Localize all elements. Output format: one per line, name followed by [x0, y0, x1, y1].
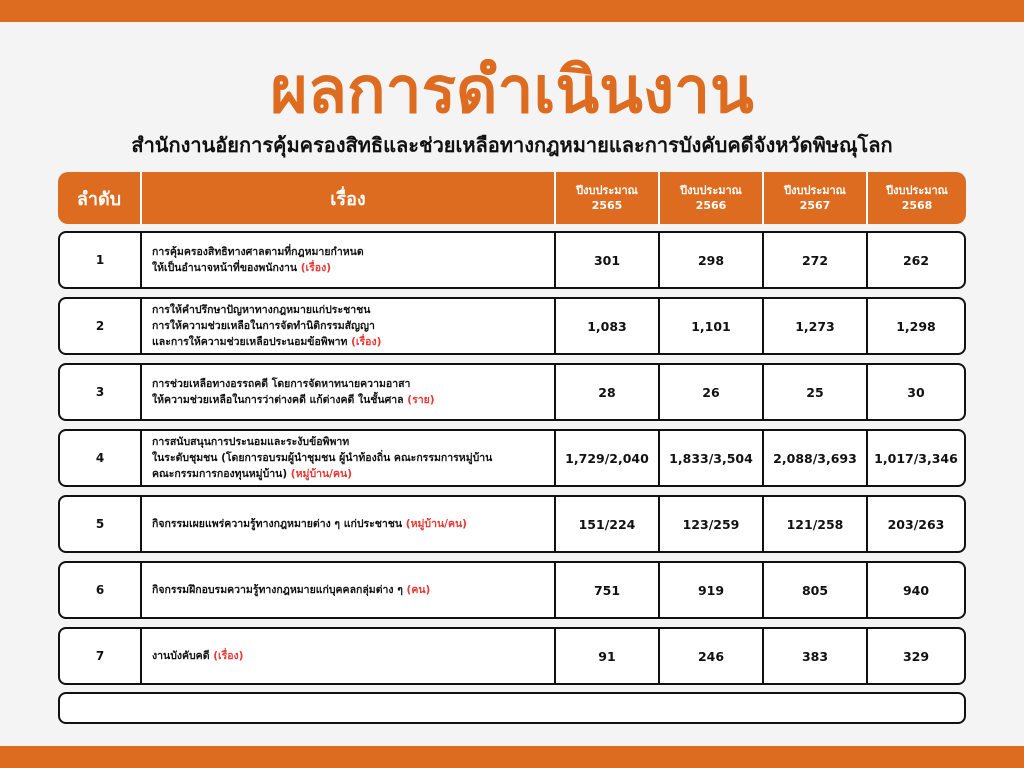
row-value-year-2567: 383	[762, 629, 866, 683]
page-subtitle: สำนักงานอัยการคุ้มครองสิทธิและช่วยเหลือทางกฎหมายและการบังคับคดีจังหวัดพิษณุโลก	[131, 133, 893, 157]
row-order-number: 7	[95, 649, 105, 663]
row-value-year-2568: 329	[866, 629, 964, 683]
topic-line	[152, 434, 349, 450]
row-value-year-2565: 91	[554, 629, 658, 683]
topic-line	[152, 334, 381, 350]
row-value-year-2565: 751	[554, 563, 658, 617]
row-value-year-2565: 1,083	[554, 299, 658, 353]
topic-text: ให้ความช่วยเหลือในการว่าต่างคดี แก้ต่างคดี ในชั้นศาล	[152, 394, 408, 406]
table-row	[58, 231, 966, 289]
header-topic: เรื่อง	[140, 172, 554, 224]
row-value-year-2565: 301	[554, 233, 658, 287]
table-row	[58, 429, 966, 487]
topic-line	[152, 302, 370, 318]
row-order-number: 3	[95, 385, 105, 399]
topic-text: การคุ้มครองสิทธิทางศาลตามที่กฎหมายกำหนด	[152, 246, 364, 258]
row-topic	[140, 431, 554, 485]
row-order-number: 4	[95, 451, 105, 465]
topic-text: ในระดับชุมชน (โดยการอบรมผู้นำชุมชน ผู้นำท้องถิ่น คณะกรรมการหมู่บ้าน	[152, 452, 493, 464]
header-year-2568: ปีงบประมาณ 2568	[866, 172, 966, 224]
row-order-number: 2	[95, 319, 105, 333]
page-title: ผลการดำเนินงาน	[270, 54, 754, 128]
row-value-year-2567: 1,273	[762, 299, 866, 353]
row-value-year-2568: 203/263	[866, 497, 964, 551]
row-value-year-2567: 121/258	[762, 497, 866, 551]
topic-unit: (ราย)	[407, 394, 435, 406]
topic-text: กิจกรรมเผยแพร่ความรู้ทางกฎหมายต่าง ๆ แก่ประชาชน	[152, 518, 406, 530]
header-year-2566: ปีงบประมาณ 2566	[658, 172, 762, 224]
row-value-year-2566: 123/259	[658, 497, 762, 551]
row-value-year-2566: 298	[658, 233, 762, 287]
table-row	[58, 297, 966, 355]
header-year-2567: ปีงบประมาณ 2567	[762, 172, 866, 224]
topic-text: กิจกรรมฝึกอบรมความรู้ทางกฎหมายแก่บุคคลกลุ่มต่าง ๆ	[152, 584, 407, 596]
topic-text: คณะกรรมการกองทุนหมู่บ้าน)	[152, 468, 291, 480]
row-value-year-2568: 1,298	[866, 299, 964, 353]
row-topic	[140, 365, 554, 419]
table-row	[58, 627, 966, 685]
topic-unit: (หมู่บ้าน/คน)	[290, 468, 353, 480]
topic-text: การให้ความช่วยเหลือในการจัดทำนิติกรรมสัญญา	[152, 320, 375, 332]
topic-text: งานบังคับคดี	[152, 650, 214, 662]
topic-line	[152, 260, 331, 276]
topic-line	[152, 318, 375, 334]
topic-unit: (เรื่อง)	[300, 262, 332, 274]
topic-unit: (หมู่บ้าน/คน)	[405, 518, 467, 530]
row-value-year-2565: 1,729/2,040	[554, 431, 658, 485]
bottom-accent-bar	[0, 746, 1024, 768]
topic-line	[152, 376, 410, 392]
empty-table-row	[58, 692, 966, 724]
topic-line	[152, 648, 243, 664]
row-topic	[140, 299, 554, 353]
header-year-2565: ปีงบประมาณ 2565	[554, 172, 658, 224]
topic-line	[152, 516, 467, 532]
topic-unit: (คน)	[406, 584, 431, 596]
topic-line	[152, 450, 492, 466]
row-order-number: 5	[95, 517, 105, 531]
row-order-number: 1	[95, 253, 105, 267]
row-value-year-2565: 151/224	[554, 497, 658, 551]
row-value-year-2565: 28	[554, 365, 658, 419]
row-value-year-2568: 940	[866, 563, 964, 617]
table-header	[58, 172, 966, 224]
row-value-year-2567: 25	[762, 365, 866, 419]
row-value-year-2567: 272	[762, 233, 866, 287]
row-value-year-2566: 919	[658, 563, 762, 617]
row-topic	[140, 563, 554, 617]
topic-text: การให้คำปรึกษาปัญหาทางกฎหมายแก่ประชาชน	[152, 304, 371, 316]
row-value-year-2567: 2,088/3,693	[762, 431, 866, 485]
row-topic	[140, 497, 554, 551]
topic-text: การช่วยเหลือทางอรรถคดี โดยการจัดหาทนายความอาสา	[152, 378, 411, 390]
row-order-number: 6	[95, 583, 105, 597]
row-value-year-2568: 1,017/3,346	[866, 431, 964, 485]
topic-text: ให้เป็นอำนาจหน้าที่ของพนักงาน	[152, 262, 301, 274]
row-value-year-2568: 30	[866, 365, 964, 419]
row-value-year-2566: 246	[658, 629, 762, 683]
row-value-year-2566: 26	[658, 365, 762, 419]
header-order: ลำดับ	[76, 188, 122, 210]
topic-text: การสนับสนุนการประนอมและระงับข้อพิพาท	[152, 436, 350, 448]
row-topic	[140, 629, 554, 683]
topic-line	[152, 244, 364, 260]
table-row	[58, 363, 966, 421]
topic-line	[152, 392, 435, 408]
topic-unit: (เรื่อง)	[351, 336, 382, 348]
topic-unit: (เรื่อง)	[213, 650, 244, 662]
topic-line	[152, 582, 430, 598]
row-value-year-2566: 1,833/3,504	[658, 431, 762, 485]
row-value-year-2566: 1,101	[658, 299, 762, 353]
row-value-year-2567: 805	[762, 563, 866, 617]
table-row	[58, 561, 966, 619]
topic-line	[152, 466, 352, 482]
row-value-year-2568: 262	[866, 233, 964, 287]
table-row	[58, 495, 966, 553]
top-accent-bar	[0, 0, 1024, 22]
topic-text: และการให้ความช่วยเหลือประนอมข้อพิพาท	[152, 336, 352, 348]
row-topic	[140, 233, 554, 287]
